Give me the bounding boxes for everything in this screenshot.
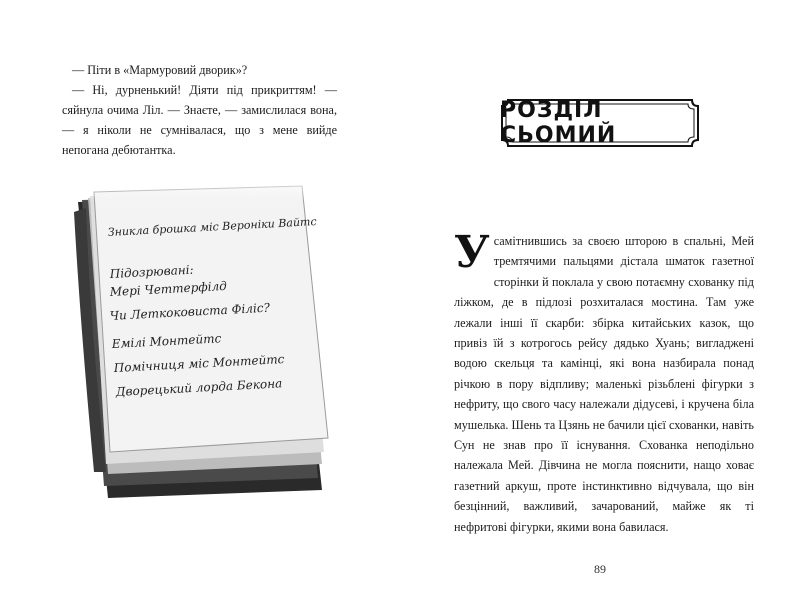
page-number: 89 bbox=[594, 562, 606, 576]
notebook-line: Помічниця міс Монтейтс bbox=[113, 352, 285, 375]
body-paragraph bbox=[454, 227, 754, 537]
chapter-title: РОЗДІЛ СЬОМИЙ bbox=[500, 98, 617, 148]
notebook-illustration bbox=[60, 172, 360, 502]
dialogue-line: — Піти в «Мармуровий дворик»? bbox=[72, 63, 248, 77]
notebook-title: Зникла брошка міс Вероніки Вайтс bbox=[107, 215, 317, 239]
paragraph-text: самітнившись за своєю шторою в спальні, Мей тремтячими пальцями дістала шматок газетної сторінки й поклала у свою потаємну схованку під ліжком, де в підлозі розхиталася мостина. Там уже лежали інші її скарби: збірка китайських казок, що привіз їй з котрогось рейсу дядько Хуань; вигладжені водою скельця та камінці, які вона назбирала понад річкою в пору відпливу; маленькі різьблені фігурки з нефриту, що свого часу належали дідусеві, і кручена біла мушелька. Шень та Цзянь не бачили цієї схованки, навіть Сун не знав про її існування. Схованка неподільно належала Мей. Дівчина не могла пояснити, нащо ховає газетний аркуш, проте інстинктивно відчувала, що він безцінний, важливий, зачарований, майже як ті нефритові фігурки, якими вона бавилася. bbox=[454, 234, 754, 534]
right-page bbox=[400, 0, 800, 614]
notebook-line: Емілі Монтейтс bbox=[111, 331, 222, 351]
drop-cap: У bbox=[454, 227, 490, 278]
notebook-line: Мері Четтерфілд bbox=[109, 278, 228, 299]
notebook-line: Чи Леткоковиста Філіс? bbox=[109, 300, 271, 323]
dialogue-line: — Ні, дурненький! Діяти під прикриттям! — сяйнула очима Ліл. — Знаєте, — замислилася вона, — я ніколи не сумнівалася, що з мене вийде непогана дебютантка. bbox=[62, 83, 337, 157]
dialogue-block bbox=[62, 60, 337, 160]
notebook-line: Дворецький лорда Бекона bbox=[115, 376, 283, 399]
chapter-heading bbox=[500, 98, 700, 148]
notebook-line: Підозрювані: bbox=[109, 262, 194, 281]
